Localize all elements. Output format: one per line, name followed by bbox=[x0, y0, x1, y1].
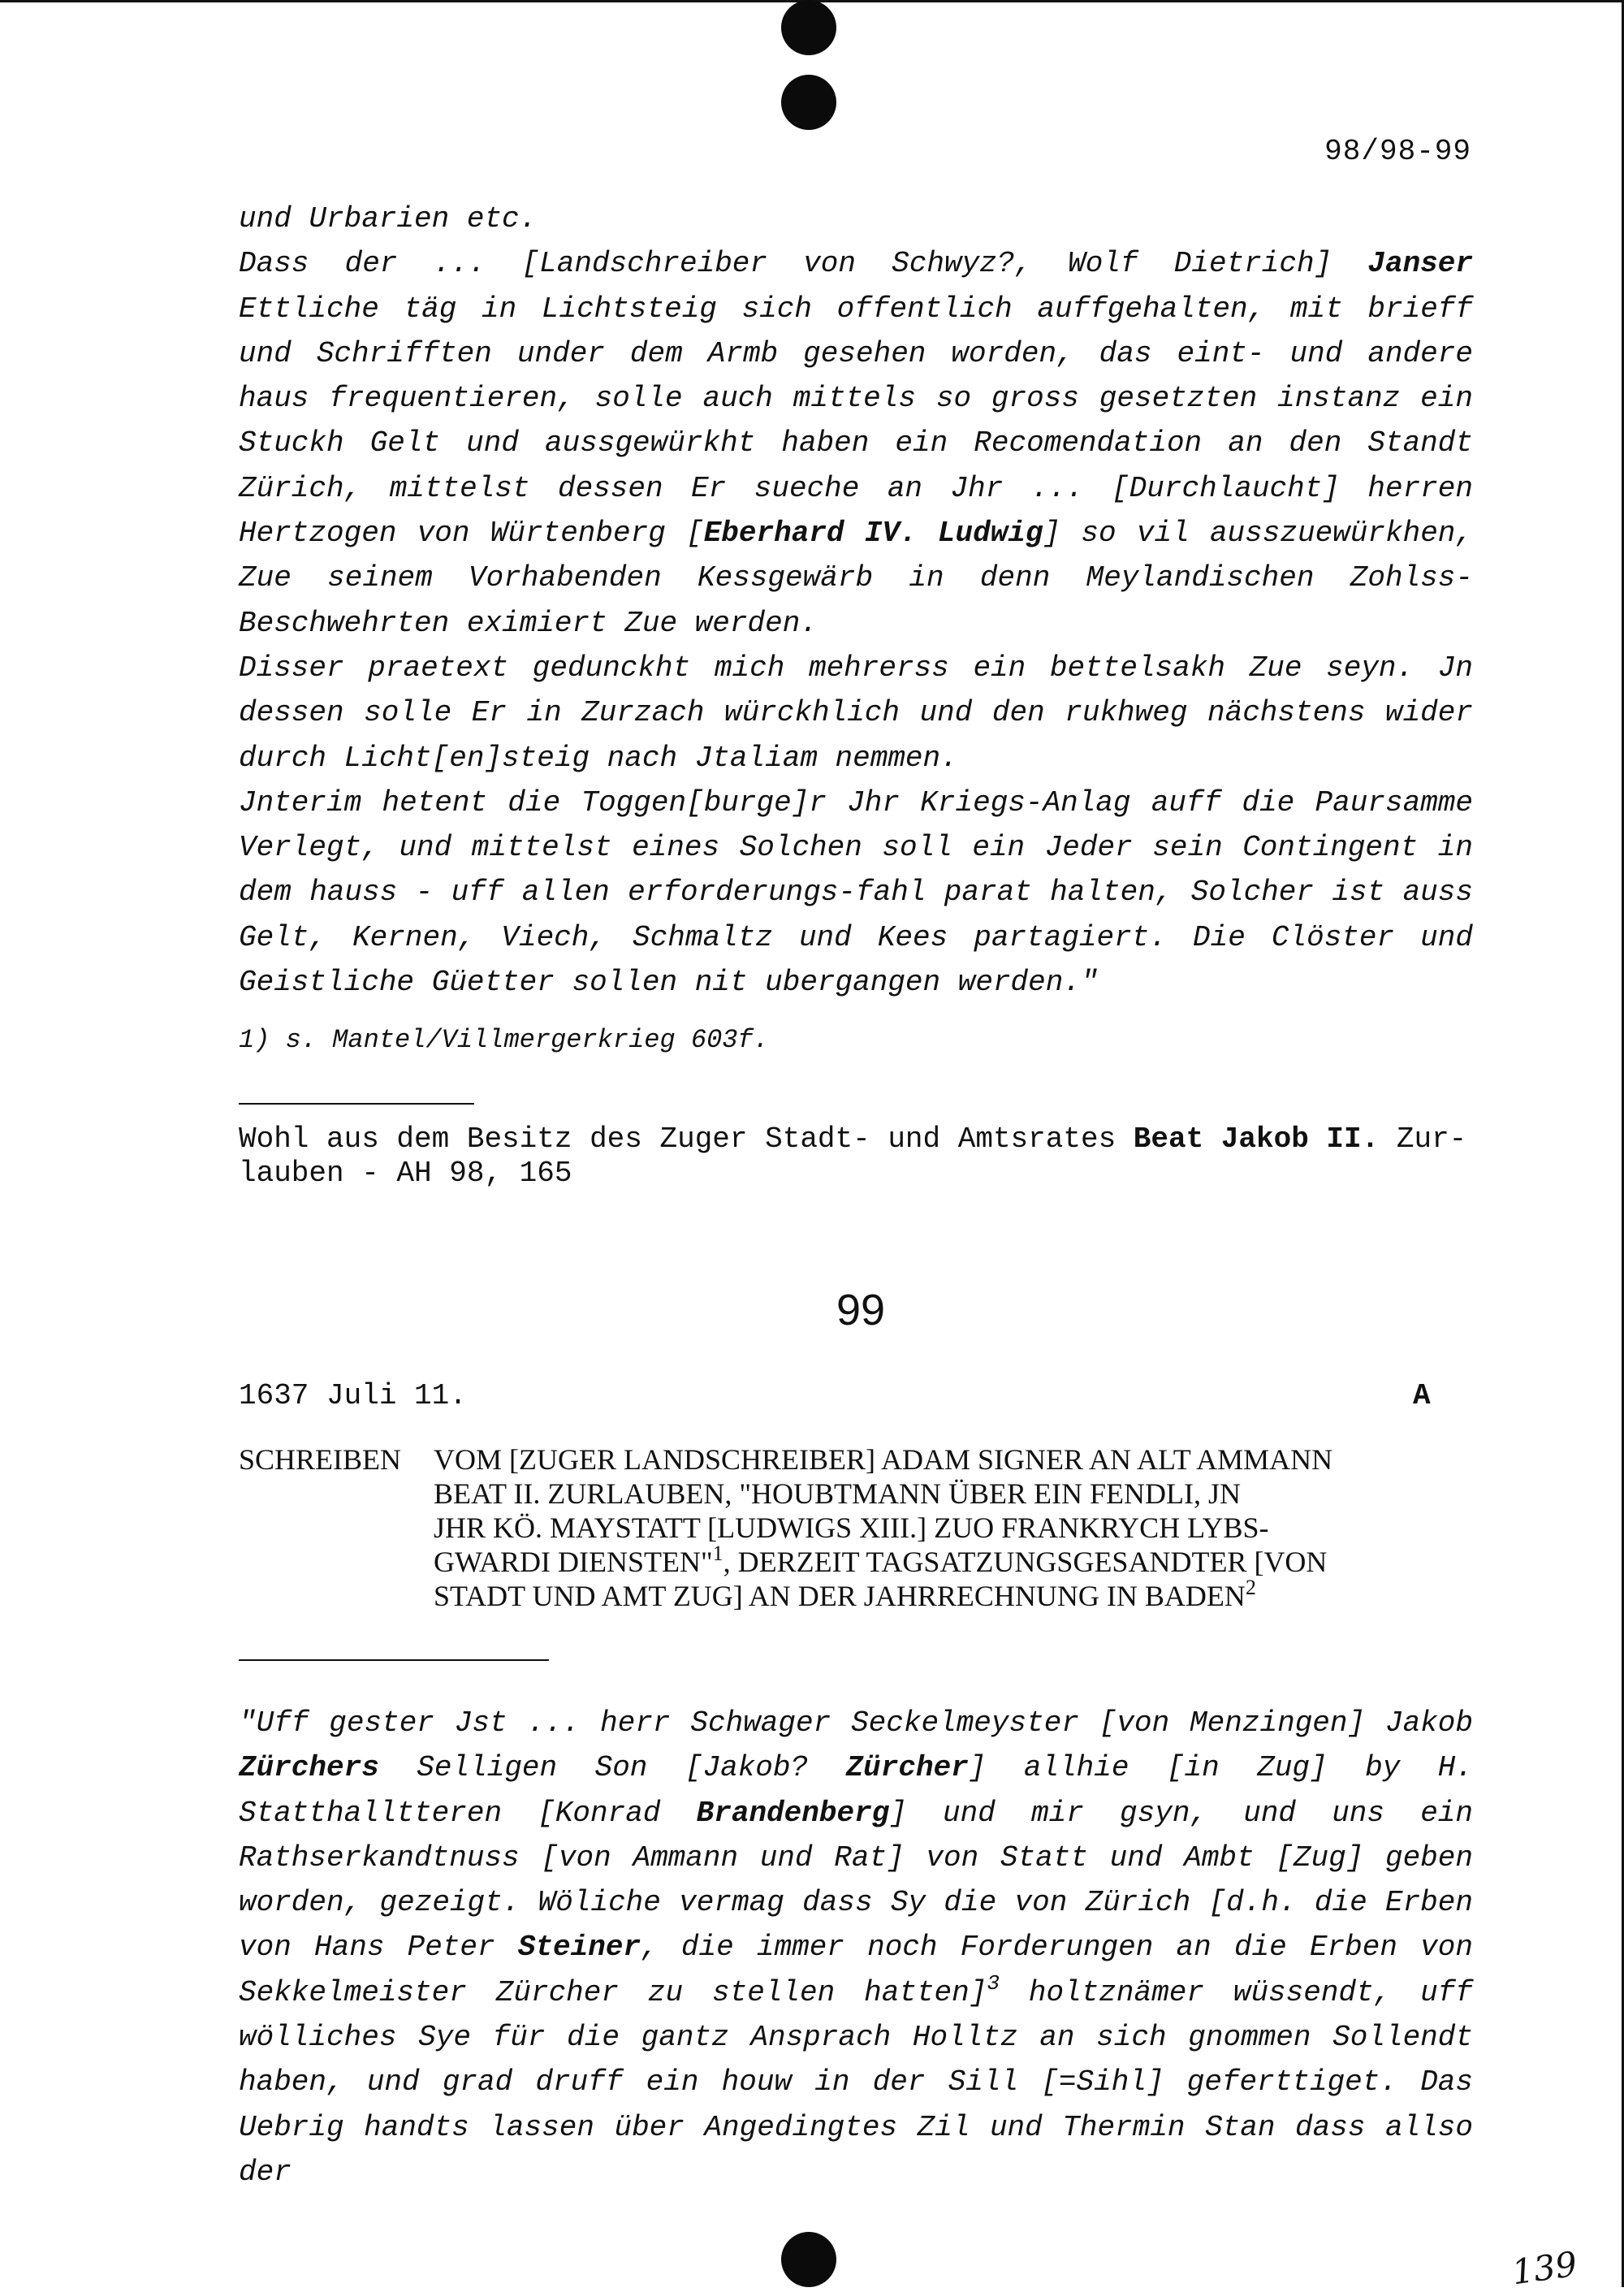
bold-name: Zürcher bbox=[845, 1751, 969, 1785]
punch-hole-bottom bbox=[781, 2232, 836, 2287]
bold-name: Beat Jakob II. bbox=[1133, 1122, 1380, 1156]
heading-line: STADT UND AMT ZUG] AN DER JAHRRECHNUNG IN BADEN$^2$ bbox=[434, 1576, 1256, 1612]
source-text: Zur- bbox=[1396, 1122, 1467, 1156]
handwritten-page-number: 139 bbox=[1509, 2243, 1580, 2292]
bold-name: Brandenberg bbox=[696, 1796, 890, 1830]
document-tag: A bbox=[1413, 1379, 1431, 1412]
source-text: Wohl aus dem Besitz des Zuger Stadt- und Amtsrates bbox=[239, 1122, 1116, 1156]
footnote: 1) s. Mantel/Villmergerkrieg 603f. bbox=[239, 1025, 769, 1055]
footnote-marker: 2 bbox=[1245, 1576, 1256, 1599]
source-text: lauben - AH 98, 165 bbox=[239, 1157, 572, 1190]
text-divider bbox=[239, 1659, 549, 1661]
heading-line: VOM [ZUGER LANDSCHREIBER] ADAM SIGNER AN ALT AMMANN bbox=[434, 1443, 1333, 1476]
punch-hole-second bbox=[781, 75, 836, 130]
bold-name: Steiner bbox=[517, 1931, 641, 1965]
footnote-marker: 1 bbox=[712, 1542, 723, 1565]
source-divider bbox=[239, 1103, 474, 1105]
paragraph: und Urbarien etc. bbox=[239, 202, 538, 236]
bold-name: Janser bbox=[1367, 247, 1473, 281]
document-number: 99 bbox=[836, 1286, 886, 1334]
document-98-text bbox=[239, 197, 1473, 1005]
paragraph: Dass der ... [Landschreiber von Schwyz?, Wolf Dietrich] Janser Ettliche täg in Lichtsteig sich offentlich auffgehalten, mit brieff und Schrifften under dem Armb gesehen worden, das eint- und andere haus frequentieren, solle auch mittels so gross gesetzten instanz ein Stuckh Gelt und aussgewürkht haben ein Recomendation an den Standt Zürich, mittelst dessen Er sueche an Jhr ... [Durchlaucht] herren Hertzogen von Würtenberg [Eberhard IV. Ludwig] so vil ausszuewürkhen, Zue seinem Vorhabenden Kessgewärb in denn Meylandischen Zohlss-Beschwehrten eximiert Zue werden. bbox=[239, 247, 1474, 640]
paragraph: Disser praetext gedunckht mich mehrerss ein bettelsakh Zue seyn. Jn dessen solle Er in Zurzach würckhlich und den rukhweg nächstens wider durch Licht[en]steig nach Jtaliam nemmen. bbox=[239, 651, 1473, 775]
punch-hole-top bbox=[781, 0, 836, 55]
paragraph: Jnterim hetent die Toggen[burge]r Jhr Kriegs-Anlag auff die Paursamme Verlegt, und mittelst eines Solchen soll ein Jeder sein Contingent in dem hauss - uff allen erforderungs-fahl parat halten, Solcher ist auss Gelt, Kernen, Viech, Schmaltz und Kees partagiert. Die Clöster und Geistliche Güetter sollen nit ubergangen werden." bbox=[239, 785, 1473, 1000]
heading-label: SCHREIBEN bbox=[239, 1443, 402, 1476]
bold-name: Eberhard IV. Ludwig bbox=[703, 517, 1043, 551]
page-reference: 98/98-99 bbox=[1324, 135, 1471, 168]
heading-line: BEAT II. ZURLAUBEN, "HOUBTMANN ÜBER EIN FENDLI, JN bbox=[434, 1477, 1241, 1510]
heading-line: JHR KÖ. MAYSTATT [LUDWIGS XIII.] ZUO FRANKRYCH LYBS- bbox=[434, 1511, 1269, 1544]
bold-name: Zürchers bbox=[239, 1751, 379, 1785]
document-date: 1637 Juli 11. bbox=[239, 1379, 467, 1412]
source-note bbox=[239, 1122, 1473, 1191]
footnote-marker: 3 bbox=[987, 1970, 1000, 1996]
heading-line: GWARDI DIENSTEN"$^1$, DERZEIT TAGSATZUNGSGESANDTER [VON bbox=[434, 1542, 1328, 1578]
paragraph: "Uff gester Jst ... herr Schwager Seckelmeyster [von Menzingen] Jakob Zürchers Selligen Son [Jakob? Zürcher] allhie [in Zug] by H. Statthalltteren [Konrad Brandenberg] und mir gsyn, und uns ein Rathserkandtnuss [von Ammann und Rat] von Statt und Ambt [Zug] geben worden, gezeigt. Wöliche vermag dass Sy die von Zürich [d.h. die Erben von Hans Peter Steiner, die immer noch Forderungen an die Erben von Sekkelmeister Zürcher zu stellen hatten]$^3$ holtznämer wüssendt, uff wölliches Sye für die gantz Ansprach Holltz an sich gnommen Sollendt haben, und grad druff ein houw in der Sill [=Sihl] geferttiget. Das Uebrig handts lassen über Angedingtes Zil und Thermin Stan dass allso der bbox=[239, 1706, 1473, 2189]
document-99-text bbox=[239, 1701, 1473, 2195]
